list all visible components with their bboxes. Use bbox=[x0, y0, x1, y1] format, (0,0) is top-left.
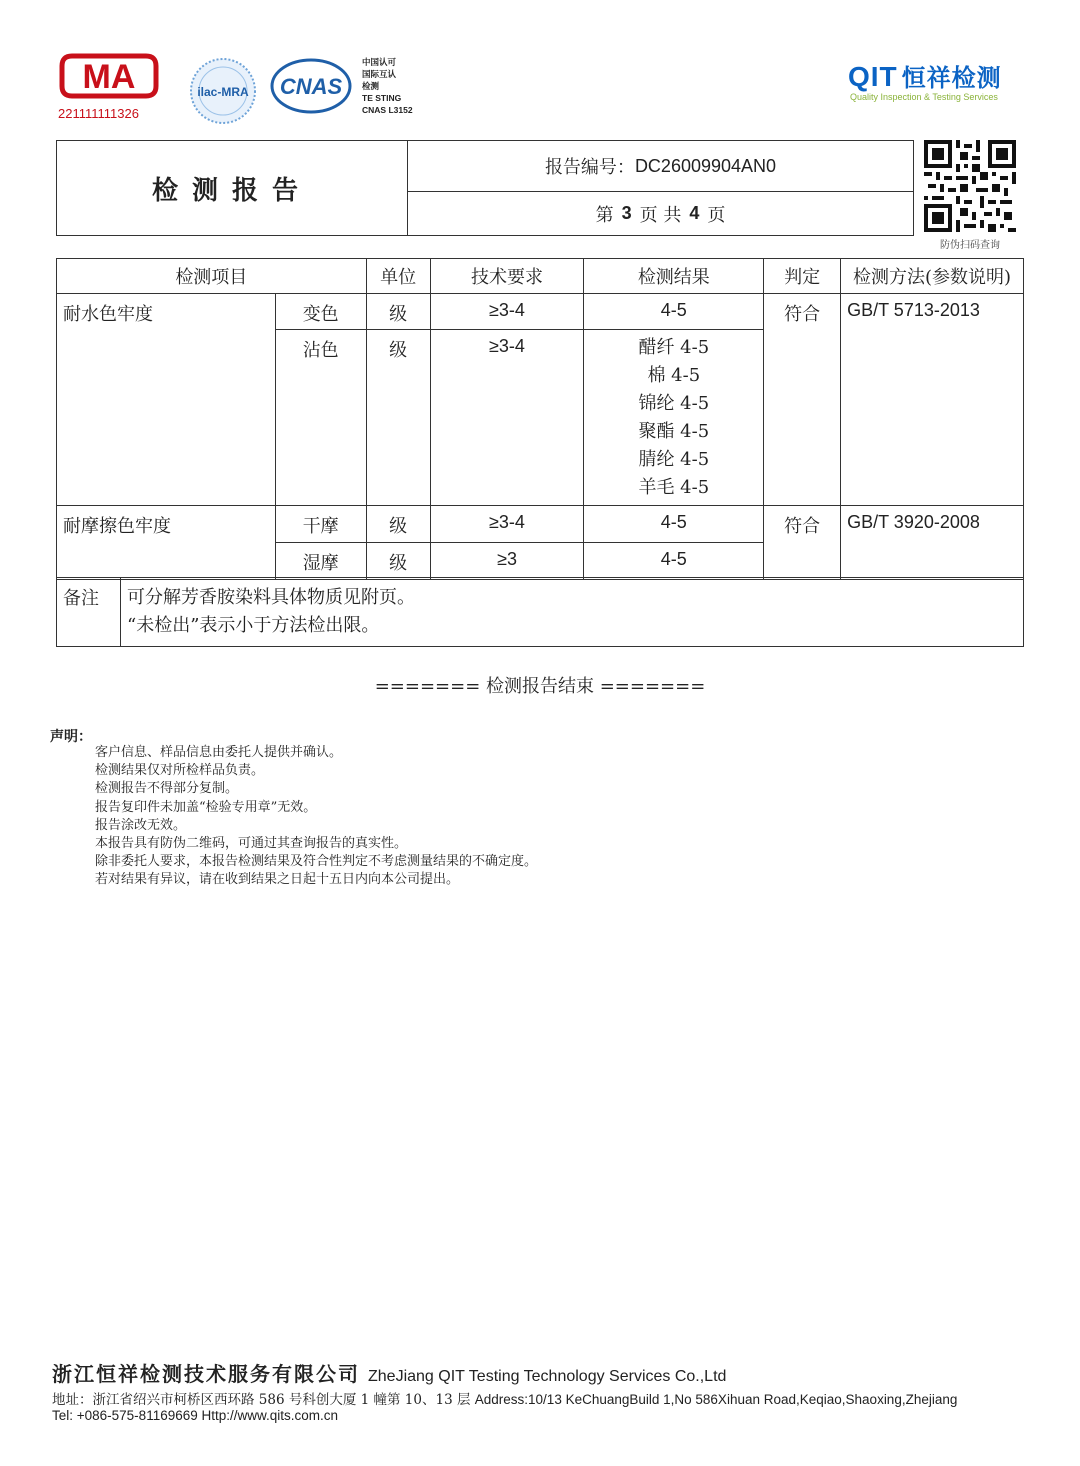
qit-logo bbox=[848, 58, 1002, 93]
declaration-line: 检测报告不得部分复制。 bbox=[95, 781, 239, 797]
staining-result-acetate: 醋纤 4-5 bbox=[638, 337, 710, 358]
report-number: DC26009904AN0 bbox=[634, 155, 777, 176]
sub-color-change: 变色 bbox=[275, 294, 366, 330]
cnas-line: CNAS L3152 bbox=[362, 105, 413, 115]
address-cn: 地址：浙江省绍兴市柯桥区西环路 586 号科创大厦 1 幢第 10、13 层 bbox=[52, 1392, 471, 1408]
cnas-text: CNAS bbox=[279, 74, 343, 99]
qr-caption: 防伪扫码查询 bbox=[940, 240, 1000, 251]
qit-logo-en: QIT bbox=[848, 61, 898, 92]
declaration-line: 若对结果有异议，请在收到结果之日起十五日内向本公司提出。 bbox=[95, 872, 460, 888]
ilac-mra-logo bbox=[188, 56, 258, 126]
result-cell: 4-5 bbox=[584, 294, 764, 330]
address-en: Address:10/13 KeChuangBuild 1,No 586Xihuan Road,Keqiao,Shaoxing,Zhejiang bbox=[474, 1392, 958, 1407]
staining-result-nylon: 锦纶 4-5 bbox=[638, 393, 710, 414]
unit-cell: 级 bbox=[366, 543, 430, 580]
cma-number: 221111111326 bbox=[58, 106, 139, 121]
qit-tagline: Quality Inspection & Testing Services bbox=[850, 92, 998, 102]
requirement-cell: ≥3 bbox=[430, 543, 584, 580]
staining-results bbox=[584, 330, 764, 506]
header-method: 检测方法(参数说明) bbox=[841, 259, 1024, 294]
table-header-row bbox=[57, 259, 1024, 294]
ilac-text: ilac-MRA bbox=[197, 85, 249, 99]
remark-line: 可分解芳香胺染料具体物质见附页。 bbox=[127, 587, 415, 608]
table-row bbox=[57, 294, 1024, 330]
staining-result-polyester: 聚酯 4-5 bbox=[638, 421, 710, 442]
method-water: GB/T 5713-2013 bbox=[841, 294, 1024, 506]
cnas-logo bbox=[270, 58, 352, 114]
qr-code[interactable] bbox=[924, 140, 1016, 232]
footer-contact[interactable]: Tel: +086-575-81169669 Http://www.qits.com.cn bbox=[52, 1408, 339, 1423]
footer-address bbox=[52, 1388, 957, 1408]
cnas-line: TE STING bbox=[362, 93, 402, 103]
page-prefix: 第 bbox=[595, 204, 614, 226]
sub-wet-rub: 湿摩 bbox=[275, 543, 366, 580]
item-water-fastness: 耐水色牢度 bbox=[57, 294, 276, 506]
cnas-line: 中国认可 bbox=[362, 57, 397, 67]
results-table bbox=[56, 258, 1024, 580]
remarks-text bbox=[121, 578, 1024, 647]
cma-letters: MA bbox=[82, 58, 136, 96]
cnas-line: 检测 bbox=[362, 81, 380, 91]
cnas-line: 国际互认 bbox=[362, 69, 397, 79]
page-mid: 页 共 bbox=[639, 204, 682, 226]
page-current: 3 bbox=[621, 203, 632, 223]
result-cell: 4-5 bbox=[584, 543, 764, 580]
declaration-list bbox=[95, 744, 537, 890]
header-item: 检测项目 bbox=[57, 259, 367, 294]
report-number-row bbox=[408, 141, 913, 192]
verdict-water: 符合 bbox=[764, 294, 841, 506]
staining-result-cotton: 棉 4-5 bbox=[647, 365, 701, 386]
declaration-line: 检测结果仅对所检样品负责。 bbox=[95, 763, 265, 779]
requirement-cell: ≥3-4 bbox=[430, 506, 584, 543]
cma-logo bbox=[58, 52, 160, 100]
sub-dry-rub: 干摩 bbox=[275, 506, 366, 543]
qit-logo-cn: 恒祥检测 bbox=[901, 64, 1002, 92]
remark-line: “未检出”表示小于方法检出限。 bbox=[127, 615, 380, 636]
report-title: 检测报告 bbox=[57, 141, 408, 235]
page-indicator bbox=[408, 192, 913, 235]
header-requirement: 技术要求 bbox=[430, 259, 584, 294]
header-unit: 单位 bbox=[366, 259, 430, 294]
verdict-rubbing: 符合 bbox=[764, 506, 841, 580]
report-header bbox=[56, 140, 914, 236]
declaration-line: 本报告具有防伪二维码，可通过其查询报告的真实性。 bbox=[95, 836, 408, 852]
sub-staining: 沾色 bbox=[275, 330, 366, 506]
unit-cell: 级 bbox=[366, 330, 430, 506]
method-rubbing: GB/T 3920-2008 bbox=[841, 506, 1024, 580]
staining-result-acrylic: 腈纶 4-5 bbox=[638, 449, 710, 470]
page-suffix: 页 bbox=[707, 204, 726, 226]
report-number-label: 报告编号： bbox=[544, 157, 635, 178]
footer-company bbox=[52, 1358, 726, 1387]
declaration-line: 除非委托人要求，本报告检测结果及符合性判定不考虑测量结果的不确定度。 bbox=[95, 854, 538, 870]
header-verdict: 判定 bbox=[764, 259, 841, 294]
declaration-title: 声明： bbox=[50, 729, 92, 745]
item-rubbing-fastness: 耐摩擦色牢度 bbox=[57, 506, 276, 580]
staining-result-wool: 羊毛 4-5 bbox=[638, 477, 710, 498]
table-row bbox=[57, 506, 1024, 543]
header-result: 检测结果 bbox=[584, 259, 764, 294]
company-name-cn: 浙江恒祥检测技术服务有限公司 bbox=[52, 1362, 360, 1386]
remarks-table bbox=[56, 577, 1024, 647]
declaration-line: 报告复印件未加盖“检验专用章”无效。 bbox=[95, 799, 317, 815]
cnas-accreditation-text bbox=[362, 56, 413, 116]
page-total: 4 bbox=[689, 203, 700, 223]
requirement-cell: ≥3-4 bbox=[430, 294, 584, 330]
requirement-cell: ≥3-4 bbox=[430, 330, 584, 506]
result-cell: 4-5 bbox=[584, 506, 764, 543]
unit-cell: 级 bbox=[366, 294, 430, 330]
unit-cell: 级 bbox=[366, 506, 430, 543]
declaration-line: 客户信息、样品信息由委托人提供并确认。 bbox=[95, 745, 343, 760]
company-name-en: ZheJiang QIT Testing Technology Services Co.,Ltd bbox=[368, 1368, 727, 1385]
declaration-line: 报告涂改无效。 bbox=[95, 817, 187, 833]
remarks-label: 备注 bbox=[57, 578, 121, 647]
remarks-row bbox=[57, 578, 1024, 647]
report-end-line: ======= 检测报告结束 ======= bbox=[374, 676, 706, 697]
